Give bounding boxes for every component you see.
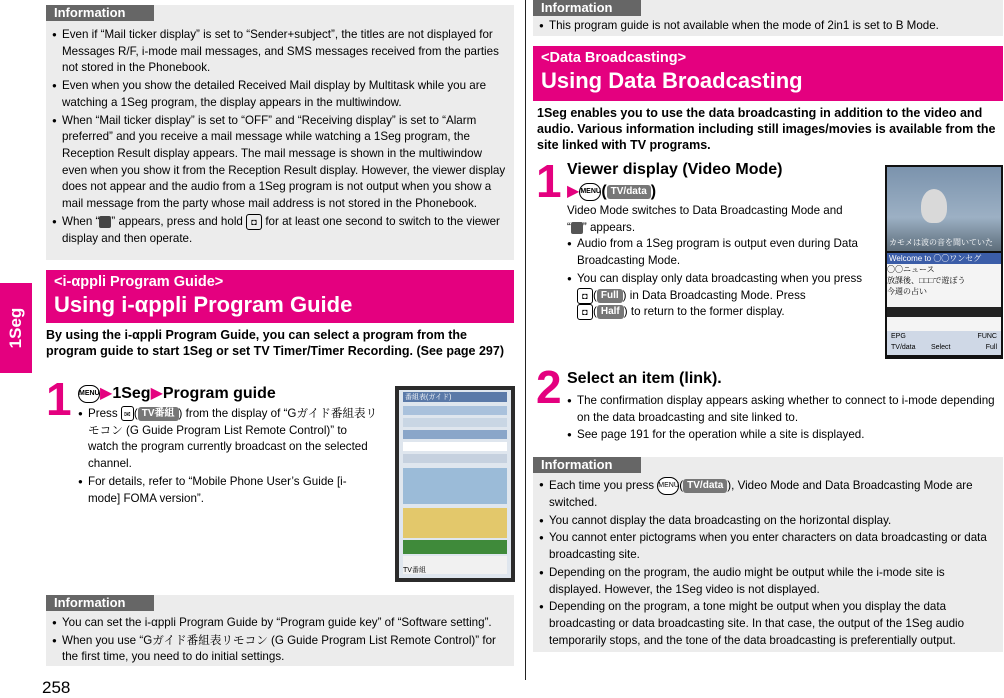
step-bullets [78,406,378,508]
banner-title: Using Data Broadcasting [541,68,803,93]
step-title: MENU▶1Seg▶Program guide [79,385,276,402]
softkey-bar [887,331,1001,355]
step-bullet: ● For details, refer to “Mobile Phone User’s Guide [i-mode] FOMA version”. [78,474,378,507]
tv-program-softkey: TV番組 [138,407,179,421]
half-softkey: Half [597,305,624,319]
step-bullet: ● You can display only data broadcasting when you press ◘ ( Full ) in Data Broadcasting Mode. Press ◘ ( Half ) to return to the former display. [567,271,872,321]
step-bullet: ● Audio from a 1Seg program is output even during Data Broadcasting Mode. [567,236,872,269]
softkey-epg: EPG [891,333,906,340]
screen-header-text: 番組表(ガイド) [405,394,452,401]
softkey-func: FUNC [977,333,997,340]
screen-footer-text: TV番組 [403,567,426,574]
menu-key-icon: MENU [657,477,679,495]
step-text: Video Mode switches to Data Broadcasting Mode and [567,204,843,217]
step-content [567,161,872,322]
data-line: 今週の占い [887,287,927,296]
softkey-full: Full [985,344,997,351]
step-number: 1 [536,155,562,207]
information-label: Information [46,5,154,21]
section-banner [46,270,514,323]
data-line: 〇〇ニュース [887,265,935,274]
phone-screenshot [885,165,1003,359]
intro-text: By using the i-αppli Program Guide, you can select a program from the program guide to start 1Seg or set TV Timer/Timer Recording. (See page 297) [46,328,504,358]
seagull-image [921,189,947,223]
information-box [46,5,514,260]
step-text: “ ” appears. [567,220,636,234]
data-ticker: Welcome to 〇〇ワンセグ [887,253,1001,264]
step-content [567,370,997,445]
information-box [533,457,1003,652]
step-bullet: ● See page 191 for the operation while a site is displayed. [567,427,997,444]
step-bullet: ● The confirmation display appears asking whether to connect to i-mode depending on the data broadcasting and site linked to. [567,393,997,426]
menu-key-icon: MENU [78,385,100,403]
tv-data-softkey: TV/data [683,479,727,493]
camera-key-icon: ◘ [577,304,593,320]
info-item: ● When “Mail ticker display” is set to “OFF” and “Receiving display” is set to “Alarm preferred” and you receive a mail message while watching a 1Seg program, the Reception Result display appears. The mail message is shown in the multiwindow even when you show it from the Reception Result display. However, the viewer display does not appear and the audio from a 1Seg program is not output when you show a mail message from the party whose mail address is not stored in the Phonebook. [52,113,508,213]
step-title: Viewer display (Video Mode) [567,161,783,178]
tv-data-softkey: TV/data [607,185,651,199]
info-item: ● When you use “Gガイド番組表リモコン (G Guide Program List Remote Control)” for the first time, you need to do initial settings. [52,633,508,666]
information-box [533,0,1003,36]
section-banner [533,46,1003,101]
info-item: ● You cannot display the data broadcasting on the horizontal display. [539,513,997,530]
info-item: ● When “ ” appears, press and hold ◘ for at least one second to switch to the viewer display and then operate. [52,214,508,247]
information-box [46,595,514,666]
softkey-select: Select [931,344,951,351]
softkey-tvdata: TV/data [891,344,916,351]
banner-subtitle: <Data Broadcasting> [541,50,687,66]
intro-text: 1Seg enables you to use the data broadcasting in addition to the video and audio. Various information including still images/movies is available from the site linked with TV programs. [537,106,996,152]
info-item: ● Depending on the program, the audio might be output while the i-mode site is displayed. However, the 1Seg video is not displayed. [539,565,997,598]
information-label: Information [46,595,154,611]
information-label: Information [533,457,641,473]
information-label: Information [533,0,641,16]
menu-key-icon: MENU [579,183,601,201]
step-number: 1 [46,373,72,425]
step-keys: ▶MENU( TV/data ) [567,183,657,200]
column-divider [525,0,526,680]
data-line: 放課後、□□□で遊ぼう [887,276,966,285]
info-item: ● Even when you show the detailed Received Mail display by Multitask while you are watching a 1Seg program, the display appears in the multiwindow. [52,78,508,111]
data-mode-icon [571,222,583,234]
status-bar [887,307,1001,317]
video-caption: カモメは波の音を聞いていた [889,238,993,247]
info-item: ● Depending on the program, a tone might be output when you display the data broadcasting or data broadcasting site. In that case, the output of the 1Seg audio temporarily stops, and the tone of the data broadcasting is preferentially output. [539,599,997,649]
camera-key-icon: ◘ [246,214,262,230]
full-softkey: Full [597,289,623,303]
banner-title: Using i-αppli Program Guide [54,292,353,317]
pictogram-icon [99,216,111,228]
info-item: ● You cannot enter pictograms when you enter characters on data broadcasting or data broadcasting site. [539,530,997,563]
section-tab: 1Seg [0,283,32,373]
mail-key-icon: ✉ [121,406,134,421]
step-title: Select an item (link). [567,370,722,387]
camera-key-icon: ◘ [577,288,593,304]
info-item: ● Each time you press MENU( TV/data ), Video Mode and Data Broadcasting Mode are switched. [539,477,997,512]
info-item: ● Even if “Mail ticker display” is set to “Sender+subject”, the titles are not displayed for Messages R/F, i-mode mail messages, and SMS messages received from the parties not stored in the Phonebook. [52,27,508,77]
phone-screenshot [395,386,515,582]
step-number: 2 [536,361,562,413]
step-bullet: ● Press ✉ ( TV番組 ) from the display of “Gガイド番組表リモコン (G Guide Program List Remote Control)” to watch the program currently broadcast on the selected channel. [78,406,378,473]
page-number: 258 [42,678,71,697]
info-item: ● You can set the i-αppli Program Guide by “Program guide key” of “Software setting”. [52,615,508,632]
data-area [887,253,1001,355]
banner-subtitle: <i-αppli Program Guide> [54,274,224,290]
info-item: ● This program guide is not available when the mode of 2in1 is set to B Mode. [539,18,997,35]
